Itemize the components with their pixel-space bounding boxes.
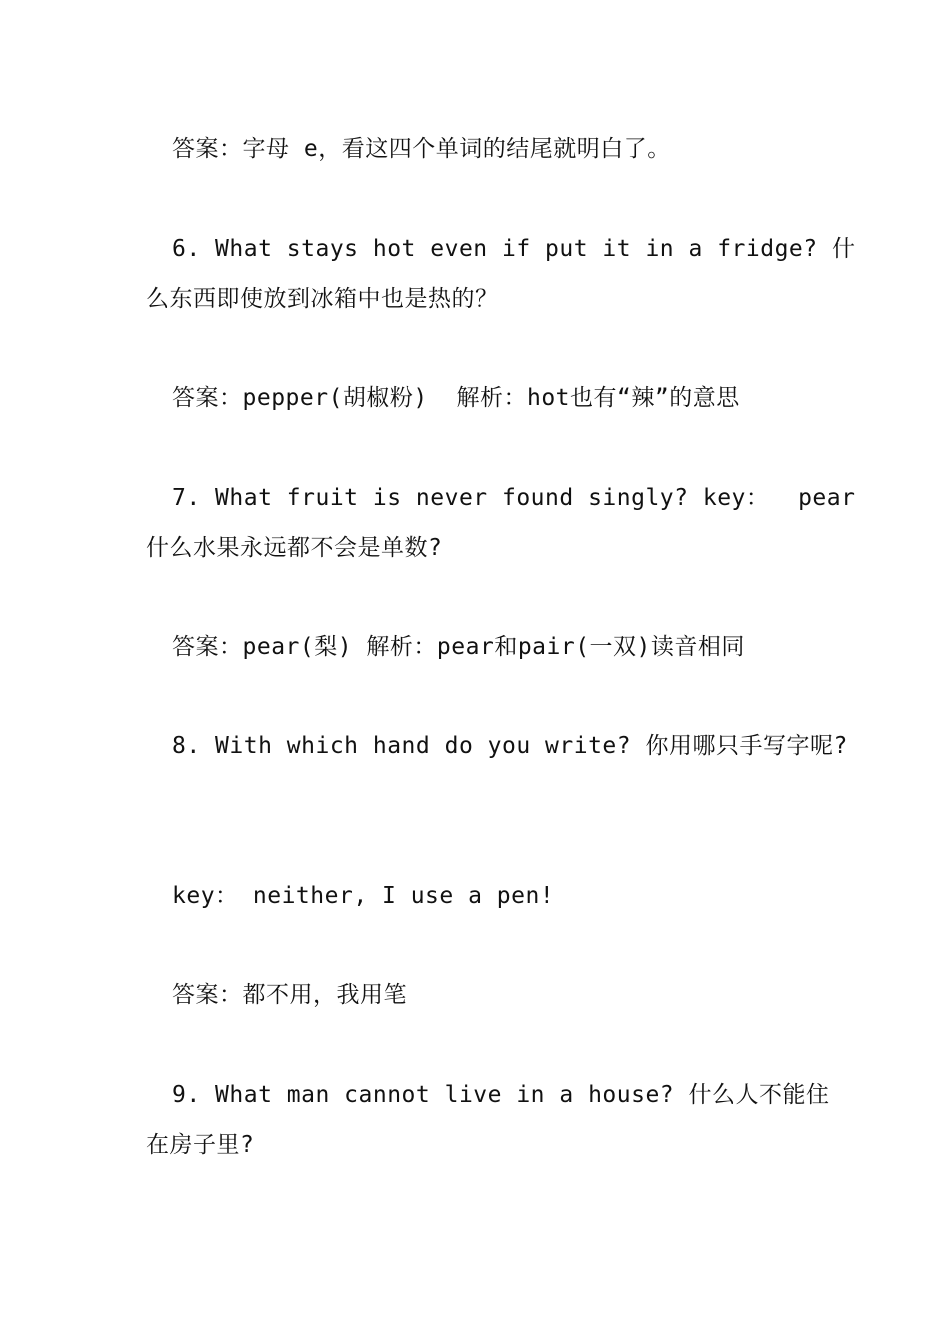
question-6-line-2: 么东西即使放到冰箱中也是热的？	[146, 286, 499, 312]
question-7-line-1: 7. What fruit is never found singly? key： pear	[172, 485, 856, 511]
question-9-line-1: 9. What man cannot live in a house? 什么人不能住	[172, 1082, 830, 1108]
key-8-line: key： neither, I use a pen!	[172, 883, 555, 909]
question-9-line-2: 在房子里?	[146, 1132, 255, 1158]
answer-5-line: 答案：字母 e，看这四个单词的结尾就明白了。	[172, 136, 671, 162]
question-8-line: 8. With which hand do you write? 你用哪只手写字呢?	[172, 733, 848, 759]
answer-8-line: 答案：都不用，我用笔	[172, 982, 407, 1008]
answer-6-line: 答案：pepper(胡椒粉) 解析：hot也有“辣”的意思	[172, 385, 740, 411]
question-7-line-2: 什么水果永远都不会是单数?	[146, 535, 443, 561]
question-6-line-1: 6. What stays hot even if put it in a fridge? 什	[172, 236, 856, 262]
answer-7-line: 答案：pear(梨) 解析：pear和pair(一双)读音相同	[172, 634, 745, 660]
